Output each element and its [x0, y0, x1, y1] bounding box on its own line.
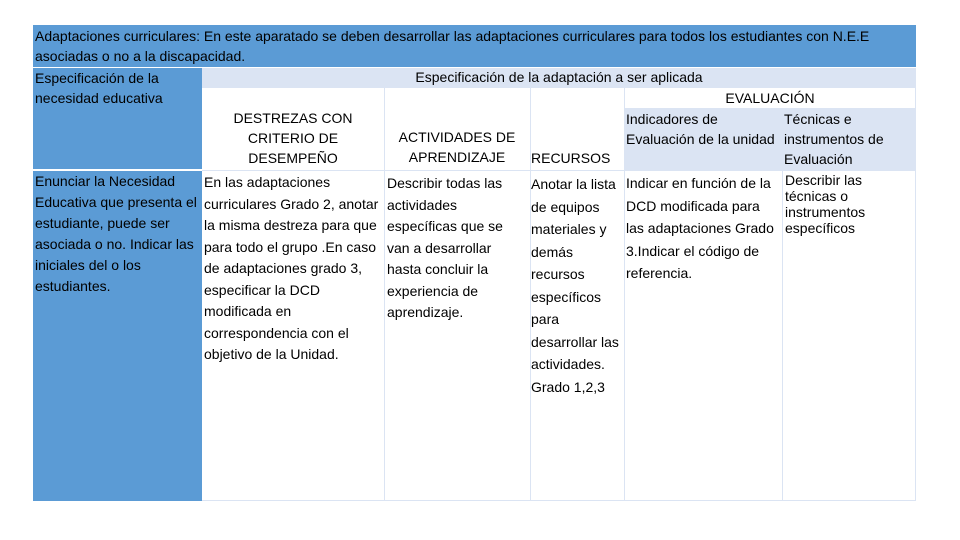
need-body-cell	[33, 171, 202, 501]
tecnicas-label: Técnicas e instrumentos de Evaluación	[784, 111, 884, 167]
actividades-label: ACTIVIDADES DE APRENDIZAJE	[398, 129, 516, 165]
actividades-body-cell	[384, 171, 530, 501]
destrezas-body-cell	[202, 171, 384, 501]
tecnicas-header	[782, 108, 916, 170]
grid-line	[782, 108, 783, 501]
evaluacion-label: EVALUACIÓN	[725, 90, 815, 106]
recursos-body-cell	[530, 171, 624, 501]
grid-line	[624, 108, 916, 109]
tecnicas-body-text: Describir las técnicas o instrumentos específicos	[785, 172, 866, 236]
recursos-body-text: Anotar la lista de equipos materiales y demás recursos específicos para desarrollar las actividades. Grado 1,2,3	[531, 176, 619, 395]
need-body-text: Enunciar la Necesidad Educativa que presenta el estudiante, puede ser asociada o no. Indicar las iniciales del o los estudiantes.	[35, 173, 197, 294]
actividades-header	[384, 88, 530, 170]
destrezas-label: DESTREZAS CON CRITERIO DE DESEMPEÑO	[233, 110, 353, 166]
recursos-header	[530, 88, 624, 170]
adaptation-spec-header	[202, 68, 916, 88]
grid-line	[384, 88, 385, 501]
destrezas-header	[202, 88, 384, 170]
tecnicas-body-cell	[782, 171, 916, 501]
destrezas-body-text: En las adaptaciones curriculares Grado 2, anotar la misma destreza para que para todo el grupo .En caso de adaptaciones grado 3, especificar la DCD modificada en correspondencia con el objetivo de la Unidad.	[204, 174, 379, 362]
recursos-label: RECURSOS	[531, 150, 611, 166]
indicadores-body-cell	[624, 171, 782, 501]
indicadores-header	[624, 108, 782, 170]
need-spec-header	[33, 68, 202, 170]
header-text: Adaptaciones curriculares: En este aparatado se deben desarrollar las adaptaciones curriculares para todos los estudiantes con N.E.E asociadas o no a la discapacidad.	[35, 28, 870, 64]
grid-line	[915, 68, 916, 501]
indicadores-label: Indicadores de Evaluación de la unidad	[626, 111, 775, 147]
actividades-body-text: Describir todas las actividades específicas que se van a desarrollar hasta concluir la experiencia de aprendizaje.	[387, 175, 503, 320]
evaluacion-header	[624, 88, 916, 108]
grid-line	[202, 500, 916, 501]
grid-line	[624, 88, 625, 501]
grid-line	[202, 170, 916, 171]
adaptation-spec-label: Especificación de la adaptación a ser aplicada	[415, 69, 703, 85]
grid-line	[530, 88, 531, 501]
need-spec-label: Especificación de la necesidad educativa	[35, 70, 163, 106]
indicadores-body-text: Indicar en función de la DCD modificada para las adaptaciones Grado 3.Indicar el código de referencia.	[626, 175, 774, 281]
header-banner	[33, 25, 916, 68]
